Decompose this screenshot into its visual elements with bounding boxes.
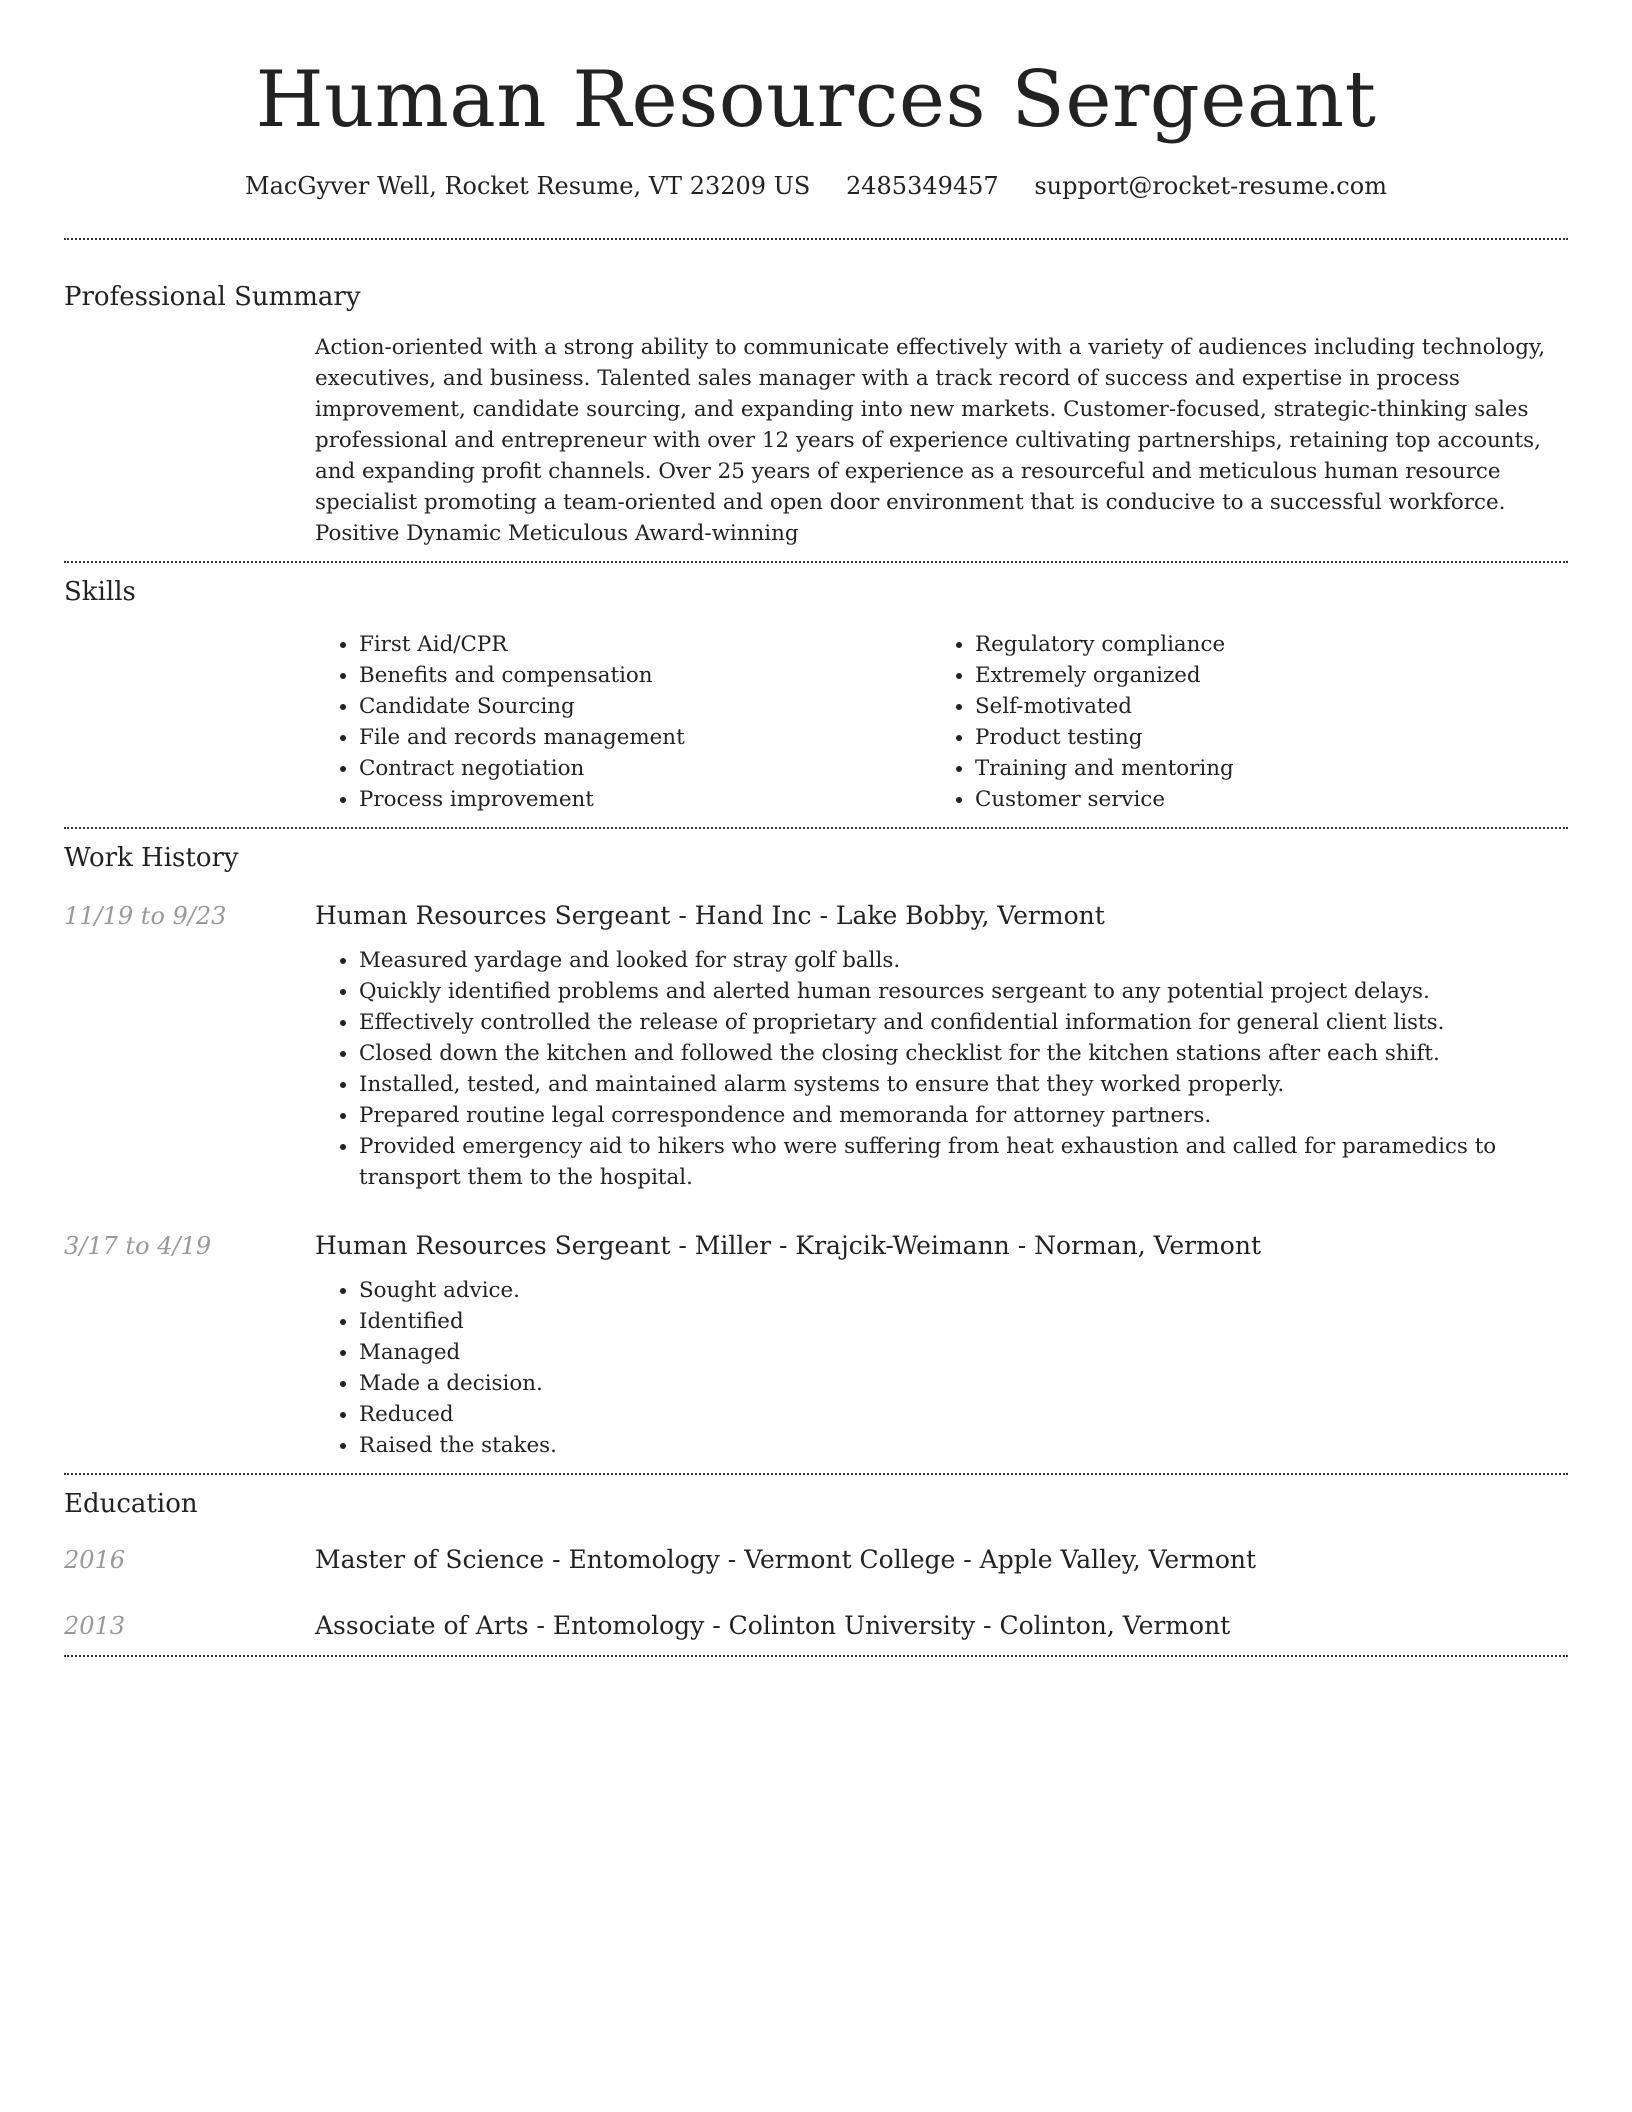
job-bullet: • Quickly identified problems and alerted human resources sergeant to any potential project delays. — [359, 976, 1568, 1007]
job-details: - Miller - Krajcik-Weimann - Norman, Vermont — [670, 1231, 1261, 1260]
skill-item: • Contract negotiation — [359, 753, 931, 784]
skill-item: • Product testing — [975, 722, 1234, 753]
summary-section — [64, 240, 1568, 561]
skill-item: • Candidate Sourcing — [359, 691, 931, 722]
job-bullets — [315, 1275, 1568, 1461]
job-bullet: • Effectively controlled the release of proprietary and confidential information for general client lists. — [359, 1007, 1568, 1038]
education-section — [64, 1475, 1568, 1655]
job-dates: 3/17 to 4/19 — [64, 1232, 212, 1260]
contact-phone: 2485349457 — [845, 172, 999, 200]
candidate-name: Human Resources Sergeant — [255, 55, 1377, 145]
job-heading — [315, 899, 1568, 933]
skill-item: • Extremely organized — [975, 660, 1234, 691]
education-entry — [64, 1543, 1568, 1577]
skill-item: • Process improvement — [359, 784, 931, 815]
job-bullet: • Closed down the kitchen and followed the closing checklist for the kitchen stations after each shift. — [359, 1038, 1568, 1069]
contact-email: support@rocket-resume.com — [1034, 172, 1387, 200]
education-entry — [64, 1609, 1568, 1643]
job-bullet: • Installed, tested, and maintained alarm systems to ensure that they worked properly. — [359, 1069, 1568, 1100]
skills-list-left — [315, 629, 931, 815]
job-details: - Hand Inc - Lake Bobby, Vermont — [670, 901, 1105, 930]
job-entry — [64, 899, 1568, 1193]
job-bullets — [315, 945, 1568, 1193]
skill-item: • Training and mentoring — [975, 753, 1234, 784]
contact-address: MacGyver Well, Rocket Resume, VT 23209 US — [245, 172, 811, 200]
skill-item: • Regulatory compliance — [975, 629, 1234, 660]
resume-header — [64, 0, 1568, 202]
education-year: 2016 — [64, 1546, 126, 1574]
skills-heading: Skills — [64, 577, 136, 607]
skill-item: • File and records management — [359, 722, 931, 753]
education-year: 2013 — [64, 1612, 126, 1640]
job-heading — [315, 1229, 1568, 1263]
section-divider — [64, 1655, 1568, 1657]
job-bullet: • Provided emergency aid to hikers who were suffering from heat exhaustion and called for paramedics to transport them to the hospital. — [359, 1131, 1568, 1193]
work-history-heading: Work History — [64, 843, 239, 873]
job-bullet: • Sought advice. — [359, 1275, 1568, 1306]
contact-line — [64, 170, 1568, 202]
work-history-section — [64, 829, 1568, 1473]
job-bullet: • Raised the stakes. — [359, 1430, 1568, 1461]
job-title: Human Resources Sergeant — [315, 901, 671, 930]
job-bullet: • Managed — [359, 1337, 1568, 1368]
job-bullet: • Measured yardage and looked for stray golf balls. — [359, 945, 1568, 976]
job-bullet: • Identified — [359, 1306, 1568, 1337]
job-bullet: • Prepared routine legal correspondence and memoranda for attorney partners. — [359, 1100, 1568, 1131]
education-heading: Education — [64, 1489, 198, 1519]
job-bullet: • Made a decision. — [359, 1368, 1568, 1399]
job-title: Human Resources Sergeant — [315, 1231, 671, 1260]
skill-item: • Benefits and compensation — [359, 660, 931, 691]
skill-item: • Self-motivated — [975, 691, 1234, 722]
education-heading-line — [315, 1609, 1568, 1643]
skill-item: • First Aid/CPR — [359, 629, 931, 660]
education-heading-line — [315, 1543, 1568, 1577]
education-details: - Colinton University - Colinton, Vermont — [704, 1611, 1231, 1640]
summary-text: Action-oriented with a strong ability to communicate effectively with a variety of audiences including technology, executives, and business. Talented sales manager with a track record of success and expertise in process improvement, candidate sourcing, and expanding into new markets. Customer-focused, strategic-thinking sales professional and entrepreneur with over 12 years of experience cultivating partnerships, retaining top accounts, and expanding profit channels. Over 25 years of experience as a resourceful and meticulous human resource specialist promoting a team-oriented and open door environment that is conducive to a successful workforce. Positive Dynamic Meticulous Award-winning — [315, 335, 1545, 546]
skills-section — [64, 563, 1568, 827]
job-entry — [64, 1229, 1568, 1461]
education-degree: Master of Science - Entomology — [315, 1545, 720, 1574]
job-bullet: • Reduced — [359, 1399, 1568, 1430]
education-details: - Vermont College - Apple Valley, Vermont — [719, 1545, 1257, 1574]
job-dates: 11/19 to 9/23 — [64, 902, 227, 930]
skills-list-right — [931, 629, 1234, 815]
summary-heading: Professional Summary — [64, 282, 361, 312]
skill-item: • Customer service — [975, 784, 1234, 815]
education-degree: Associate of Arts - Entomology — [315, 1611, 705, 1640]
